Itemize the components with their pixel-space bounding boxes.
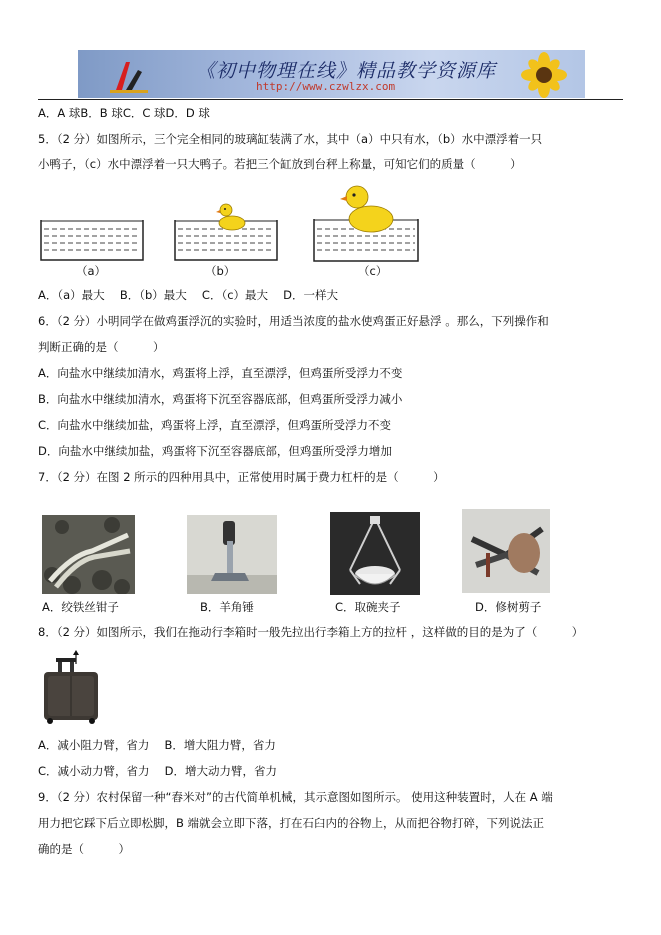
q6-stem-line2: 判断正确的是（ ） <box>38 340 165 354</box>
q4-options: A．A 球B．B 球C．C 球D．D 球 <box>38 106 210 120</box>
tank-a-figure <box>40 218 144 262</box>
q9-stem-line2: 用力把它踩下后立即松脚，B 端就会立即下落，打在石臼内的谷物上，从而把谷物打碎，下列说法正 <box>38 816 545 830</box>
tank-b-figure <box>174 200 278 262</box>
tool-b-photo <box>187 515 277 594</box>
tank-b-label: （b） <box>205 264 236 278</box>
q9-stem-line1: 9．（2 分）农村保留一种“舂米对”的古代简单机械，其示意图如图所示。 使用这种装置时，人在 A 端 <box>38 790 553 804</box>
q8-stem: 8．（2 分）如图所示，我们在拖动行李箱时一般先拉出行李箱上方的拉杆 ，这样做的目的是为了（ ） <box>38 625 584 639</box>
q6-option-c: C．向盐水中继续加盐，鸡蛋将上浮，直至漂浮，但鸡蛋所受浮力不变 <box>38 418 392 432</box>
q7-stem: 7．（2 分）在图 2 所示的四种用具中，正常使用时属于费力杠杆的是（ ） <box>38 470 445 484</box>
q6-option-d: D．向盐水中继续加盐，鸡蛋将下沉至容器底部，但鸡蛋所受浮力增加 <box>38 444 392 458</box>
banner-url: http://www.czwlzx.com <box>256 80 396 93</box>
q9-stem-line3: 确的是（ ） <box>38 842 130 856</box>
q6-option-a: A．向盐水中继续加清水，鸡蛋将上浮，直至漂浮，但鸡蛋所受浮力不变 <box>38 366 403 380</box>
tool-c-photo <box>330 512 420 595</box>
tool-a-photo <box>42 515 135 594</box>
sunflower-icon <box>509 52 579 98</box>
header-rule <box>38 99 623 100</box>
q8-options-cd: C．减小动力臂，省力 D．增大动力臂，省力 <box>38 764 278 778</box>
tool-d-photo <box>462 509 550 593</box>
tank-c-label: （c） <box>358 264 388 278</box>
tool-d-caption: D．修树剪子 <box>475 600 542 614</box>
tool-a-caption: A．绞铁丝钳子 <box>42 600 119 614</box>
banner-title: 《初中物理在线》精品教学资源库 <box>196 60 497 82</box>
q5-options: A．（a）最大 B．（b）最大 C．（c）最大 D．一样大 <box>38 288 339 302</box>
q8-options-ab: A．减小阻力臂，省力 B．增大阻力臂，省力 <box>38 738 276 752</box>
q5-stem-line2: 小鸭子，（c）水中漂浮着一只大鸭子。若把三个缸放到台秤上称量，可知它们的质量（ ） <box>38 157 522 171</box>
q6-stem-line1: 6．（2 分）小明同学在做鸡蛋浮沉的实验时，用适当浓度的盐水使鸡蛋正好悬浮 。那么，下列操作和 <box>38 314 549 328</box>
tool-c-caption: C．取碗夹子 <box>335 600 401 614</box>
header-banner <box>78 50 585 98</box>
q5-stem-line1: 5．（2 分）如图所示，三个完全相同的玻璃缸装满了水，其中（a）中只有水，（b）水中漂浮着一只 <box>38 132 543 146</box>
tank-c-figure <box>313 183 419 263</box>
small-duck-icon <box>216 204 245 230</box>
q6-option-b: B．向盐水中继续加清水，鸡蛋将下沉至容器底部，但鸡蛋所受浮力减小 <box>38 392 403 406</box>
logo-icon <box>108 56 152 94</box>
tank-a-label: （a） <box>76 264 107 278</box>
tool-b-caption: B．羊角锤 <box>200 600 254 614</box>
suitcase-photo <box>40 650 102 726</box>
big-duck-icon <box>340 186 393 232</box>
